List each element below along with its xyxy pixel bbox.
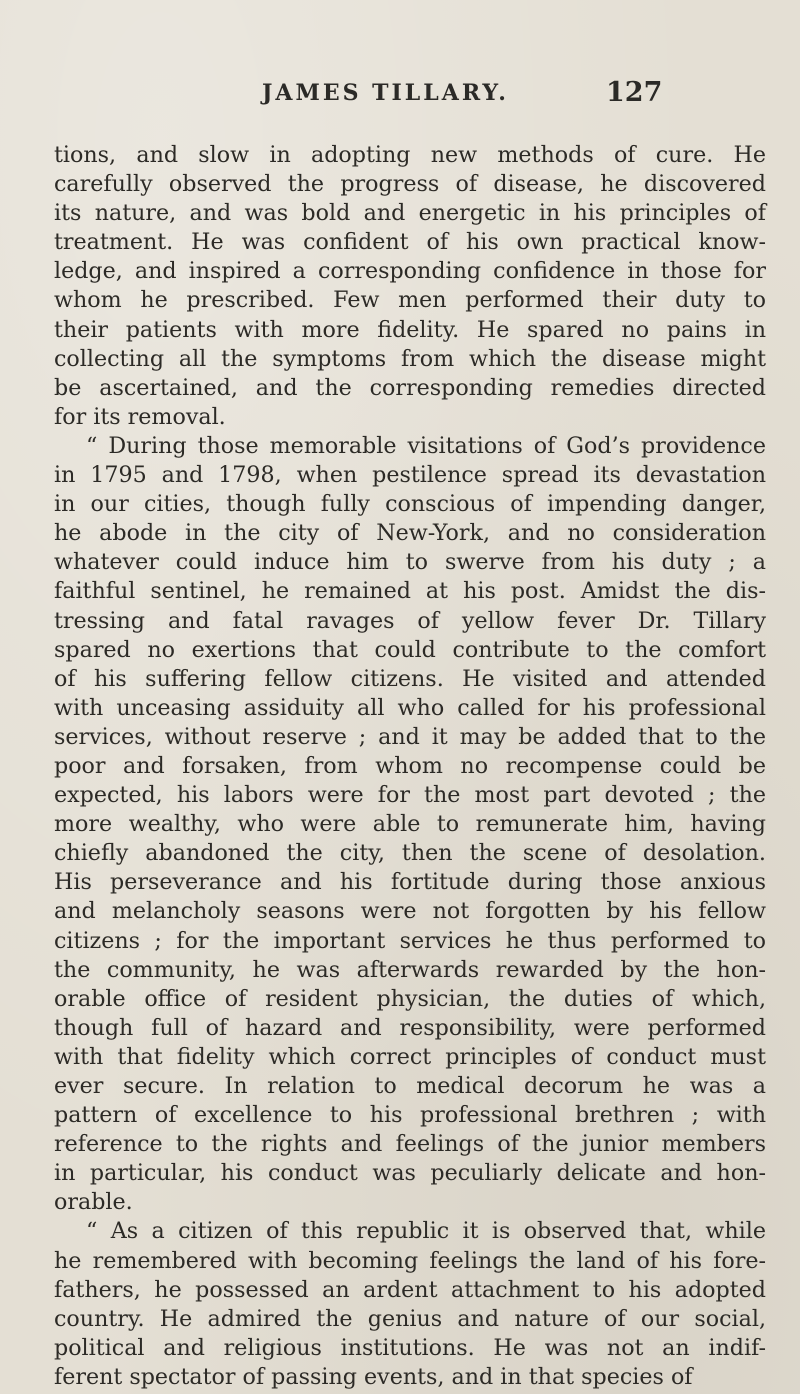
text-line: with unceasing assiduity all who called for his professional <box>54 694 766 721</box>
text-line: carefully observed the progress of disease, he discovered <box>54 171 766 198</box>
text-line: whom he prescribed. Few men performed their duty to <box>54 287 766 314</box>
paragraph <box>54 432 766 1218</box>
text-line: citizens ; for the important services he thus performed to <box>54 927 766 954</box>
text-line: fathers, he possessed an ardent attachment to his adopted <box>54 1276 766 1303</box>
text-line: the community, he was afterwards rewarded by the hon- <box>54 956 766 983</box>
text-line: “ As a citizen of this republic it is observed that, while <box>86 1218 766 1245</box>
text-line: in our cities, though fully conscious of impending danger, <box>54 491 766 518</box>
text-line: chiefly abandoned the city, then the scene of desolation. <box>54 840 766 867</box>
text-line: though full of hazard and responsibility, were performed <box>54 1014 766 1041</box>
text-line: ferent spectator of passing events, and in that species of <box>54 1363 693 1390</box>
text-line: pattern of excellence to his professional brethren ; with <box>54 1102 766 1129</box>
text-line: be ascertained, and the corresponding remedies directed <box>54 374 766 401</box>
text-line: services, without reserve ; and it may be added that to the <box>54 723 766 750</box>
text-line: their patients with more fidelity. He spared no pains in <box>54 316 766 343</box>
text-line: collecting all the symptoms from which the disease might <box>54 345 766 372</box>
running-title: JAMES TILLARY. <box>262 80 509 106</box>
text-line: he abode in the city of New-York, and no consideration <box>54 520 766 547</box>
text-line: His perseverance and his fortitude during those anxious <box>54 869 766 896</box>
text-line: in 1795 and 1798, when pestilence spread its devastation <box>54 462 766 489</box>
text-line: reference to the rights and feelings of the junior members <box>54 1131 766 1158</box>
text-line: more wealthy, who were able to remunerate him, having <box>54 811 766 838</box>
text-line: treatment. He was confident of his own practical know- <box>54 229 766 256</box>
text-line: ever secure. In relation to medical decorum he was a <box>54 1073 766 1099</box>
text-line: tressing and fatal ravages of yellow fever Dr. Tillary <box>54 607 766 634</box>
text-line: ledge, and inspired a corresponding confidence in those for <box>54 258 766 285</box>
text-line: of his suffering fellow citizens. He visited and attended <box>54 665 766 692</box>
text-line: tions, and slow in adopting new methods of cure. He <box>54 142 766 168</box>
page-number: 127 <box>606 77 663 108</box>
text-line: orable office of resident physician, the duties of which, <box>54 985 766 1012</box>
text-line: its nature, and was bold and energetic in his principles of <box>54 200 766 227</box>
body-text <box>54 141 766 1392</box>
text-line: he remembered with becoming feelings the land of his fore- <box>54 1247 766 1274</box>
text-line: poor and forsaken, from whom no recompense could be <box>54 752 766 779</box>
paragraph <box>54 141 766 432</box>
text-line: expected, his labors were for the most part devoted ; the <box>54 782 766 809</box>
text-line: political and religious institutions. He was not an indif- <box>54 1334 766 1361</box>
text-line: spared no exertions that could contribute to the comfort <box>54 636 766 663</box>
paragraph <box>54 1217 766 1392</box>
text-line: for its removal. <box>54 403 226 430</box>
text-line: in particular, his conduct was peculiarly delicate and hon- <box>54 1160 766 1187</box>
text-line: whatever could induce him to swerve from his duty ; a <box>54 549 766 576</box>
text-line: faithful sentinel, he remained at his post. Amidst the dis- <box>54 578 766 605</box>
text-line: country. He admired the genius and nature of our social, <box>54 1305 766 1332</box>
text-line: orable. <box>54 1189 133 1216</box>
running-head <box>0 77 800 120</box>
text-line: “ During those memorable visitations of God’s providence <box>86 432 766 459</box>
text-line: and melancholy seasons were not forgotten by his fellow <box>54 898 766 925</box>
text-line: with that fidelity which correct principles of conduct must <box>54 1043 766 1070</box>
